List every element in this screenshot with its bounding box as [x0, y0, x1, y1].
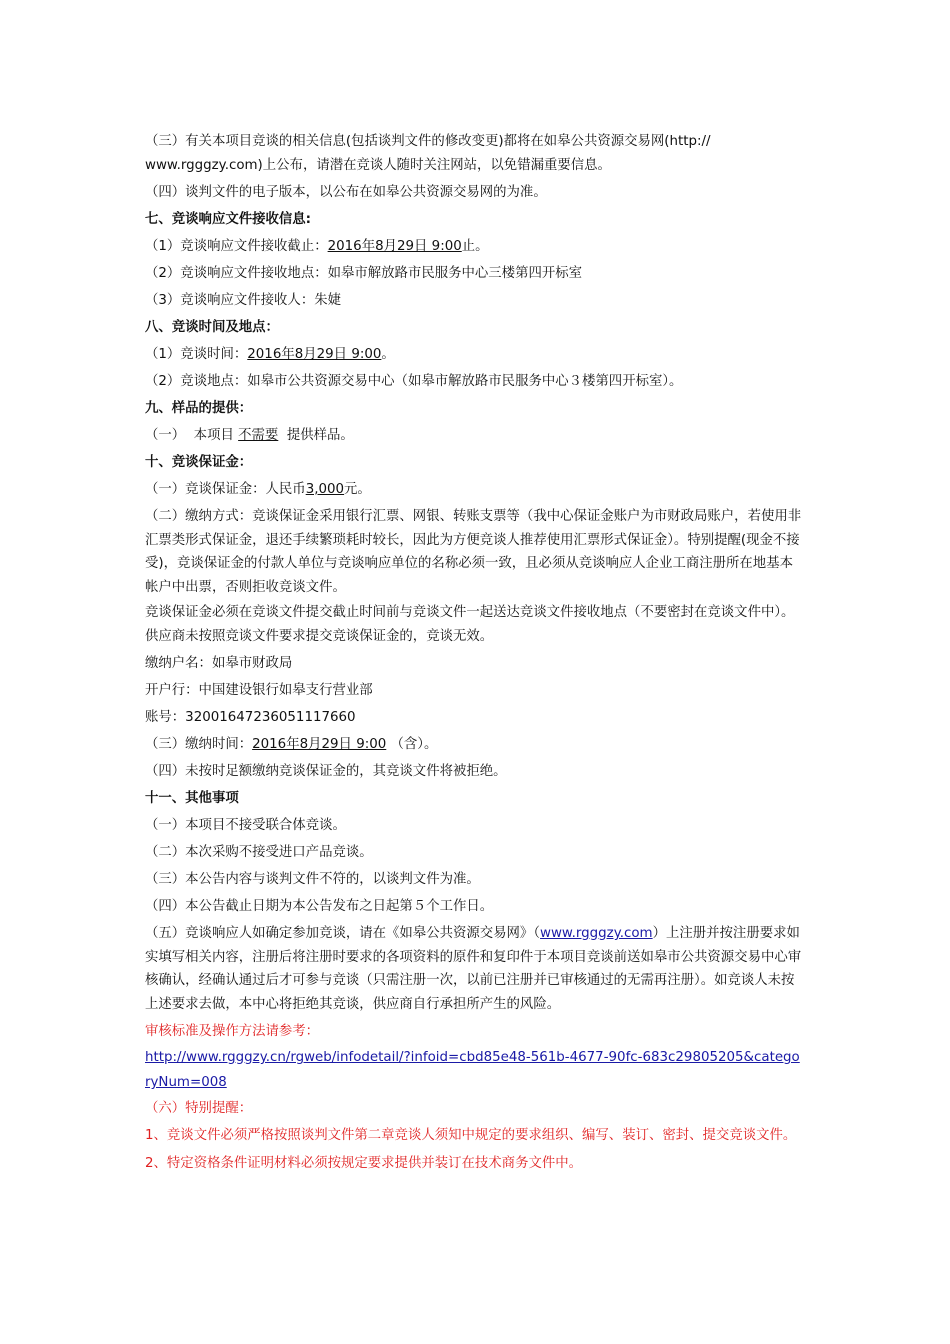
s11-item-1: （一）本项目不接受联合体竞谈。	[145, 818, 346, 833]
account-number: 账号：32001647236051117660	[145, 710, 356, 725]
s11-item-3: （三）本公告内容与谈判文件不符的，以谈判文件为准。	[145, 872, 480, 887]
s7-item-3: （3）竞谈响应文件接收人：朱婕	[145, 293, 341, 308]
s9-not-required: 不需要	[238, 428, 279, 443]
special-reminder-2: 2、特定资格条件证明材料必须按规定要求提供并装订在技术商务文件中。	[145, 1155, 583, 1171]
special-reminder-heading: （六）特别提醒：	[145, 1101, 253, 1116]
s10-item-3: 竞谈保证金必须在竞谈文件提交截止时间前与竞谈文件一起送达竞谈文件接收地点（不要密封在竞谈文件中）。供应商未按照竞谈文件要求提交竞谈保证金的，竞谈无效。	[145, 605, 795, 644]
s11-item-5: （五）竞谈响应人如确定参加竞谈，请在《如皋公共资源交易网》（www.rgggzy.com）上注册并按注册要求如实填写相关内容，注册后将注册时要求的各项资料的原件和复印件于本项目竞谈前送如皋市公共资源交易中心审核确认，经确认通过后才可参与竞谈（只需注册一次，以前已注册并已审核通过的无需再注册）。如竞谈人未按上述要求去做，本中心将拒绝其竞谈，供应商自行承担所产生的风险。	[145, 926, 802, 1012]
s7-deadline-date: 2016年8月29日 9:00	[327, 239, 462, 254]
payment-date: 2016年8月29日 9:00	[252, 737, 387, 752]
s8-item-2: （2）竞谈地点：如皋市公共资源交易中心（如皋市解放路市民服务中心３楼第四开标室）。	[145, 374, 683, 389]
s8-negotiation-date: 2016年8月29日 9:00	[247, 347, 382, 362]
s10-item-4: （四）未按时足额缴纳竞谈保证金的，其竞谈文件将被拒绝。	[145, 764, 507, 779]
document-body	[145, 128, 805, 1177]
s10-payment-time: （三）缴纳时间：2016年8月29日 9:00 （含）。	[145, 737, 438, 752]
review-standard-label: 审核标准及操作方法请参考：	[145, 1024, 320, 1039]
section-7-heading: 七、竞谈响应文件接收信息:	[145, 212, 312, 227]
s10-item-2: （二）缴纳方式：竞谈保证金采用银行汇票、网银、转账支票等（我中心保证金账户为市财政局账户，若使用非汇票类形式保证金，退还手续繁琐耗时较长，因此为方便竞谈人推荐使用汇票形式保证金）。特别提醒(现金不接受)，竞谈保证金的付款人单位与竞谈响应单位的名称必须一致，且必须从竞谈响应人企业工商注册所在地基本帐户中出票，否则拒收竞谈文件。	[145, 509, 802, 595]
special-reminder-1: 1、竞谈文件必须严格按照谈判文件第二章竞谈人须知中规定的要求组织、编写、装订、密封、提交竞谈文件。	[145, 1128, 797, 1143]
payee-name: 缴纳户名：如皋市财政局	[145, 656, 293, 671]
website-link[interactable]: www.rgggzy.com	[540, 926, 653, 941]
review-url-link[interactable]: http://www.rgggzy.cn/rgweb/infodetail/?infoid=cbd85e48-561b-4677-90fc-683c29805205&categoryNum=008	[145, 1050, 800, 1090]
s8-item-1: （1）竞谈时间：2016年8月29日 9:00。	[145, 347, 395, 362]
s11-item-4: （四）本公告截止日期为本公告发布之日起第５个工作日。	[145, 899, 494, 914]
section-8-heading: 八、竞谈时间及地点：	[145, 320, 279, 335]
section-11-heading: 十一、其他事项	[145, 791, 239, 806]
s9-item: （一） 本项目 不需要 提供样品。	[145, 428, 354, 443]
s7-item-1: （1）竞谈响应文件接收截止：2016年8月29日 9:00止。	[145, 239, 489, 254]
section-10-heading: 十、竞谈保证金：	[145, 455, 253, 470]
deposit-amount: 3,000	[305, 482, 345, 497]
section-9-heading: 九、样品的提供：	[145, 401, 253, 416]
info-paragraph: （三）有关本项目竞谈的相关信息(包括谈判文件的修改变更)都将在如皋公共资源交易网(http:// www.rgggzy.com)上公布，请潜在竞谈人随时关注网站，以免错漏重要信息。	[145, 134, 711, 173]
s10-item-1: （一）竞谈保证金：人民币3,000元。	[145, 482, 371, 497]
bank-name: 开户行：中国建设银行如皋支行营业部	[145, 683, 373, 698]
s11-item-2: （二）本次采购不接受进口产品竞谈。	[145, 845, 373, 860]
electronic-version-paragraph: （四）谈判文件的电子版本，以公布在如皋公共资源交易网的为准。	[145, 185, 547, 200]
review-url-paragraph	[145, 1045, 805, 1095]
s7-item-2: （2）竞谈响应文件接收地点：如皋市解放路市民服务中心三楼第四开标室	[145, 266, 583, 281]
